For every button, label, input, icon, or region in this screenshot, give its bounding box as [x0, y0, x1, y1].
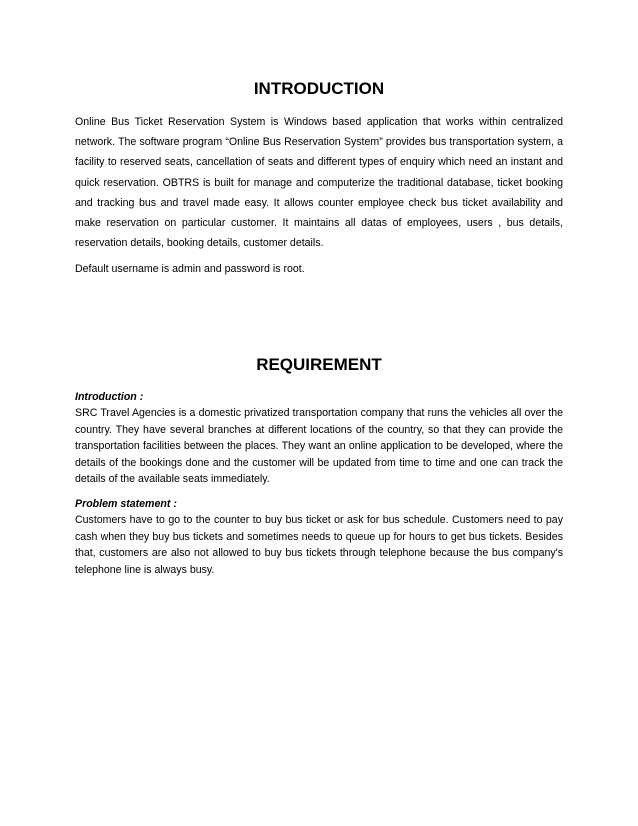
- requirement-intro-label: Introduction :: [75, 390, 144, 403]
- introduction-heading: INTRODUCTION: [253, 79, 385, 98]
- default-credentials-paragraph: Default username is admin and password is root.: [75, 263, 305, 276]
- requirement-intro-paragraph: SRC Travel Agencies is a domestic privatized transportation company that runs the vehicles all over the country. They have several branches at different locations of the country, so that they can provide the transportation facilities between the places. They want an online application to be developed, where the details of the bookings done and the customer will be updated from time to time and one can track the details of the available seats immediately.: [75, 407, 563, 486]
- document-content: [75, 78, 563, 578]
- problem-statement-paragraph: Customers have to go to the counter to buy bus ticket or ask for bus schedule. Customers need to pay cash when they buy bus tickets and sometimes needs to queue up for hours to get bus tickets. Besides that, customers are also not allowed to buy bus tickets through telephone because the bus company's telephone line is always busy.: [75, 514, 563, 576]
- problem-statement-label: Problem statement :: [75, 497, 177, 510]
- introduction-paragraph: Online Bus Ticket Reservation System is Windows based application that works within centralized network. The software program “Online Bus Reservation System” provides bus transportation system, a facility to reserved seats, cancellation of seats and different types of enquiry which need an instant and quick reservation. OBTRS is built for manage and computerize the traditional database, ticket booking and tracking bus and travel made easy. It allows counter employee check bus ticket availability and make reservation on particular customer. It maintains all datas of employees, users , bus details, reservation details, booking details, customer details.: [75, 116, 563, 250]
- section-spacer: [75, 280, 563, 354]
- requirement-heading: REQUIREMENT: [256, 354, 382, 374]
